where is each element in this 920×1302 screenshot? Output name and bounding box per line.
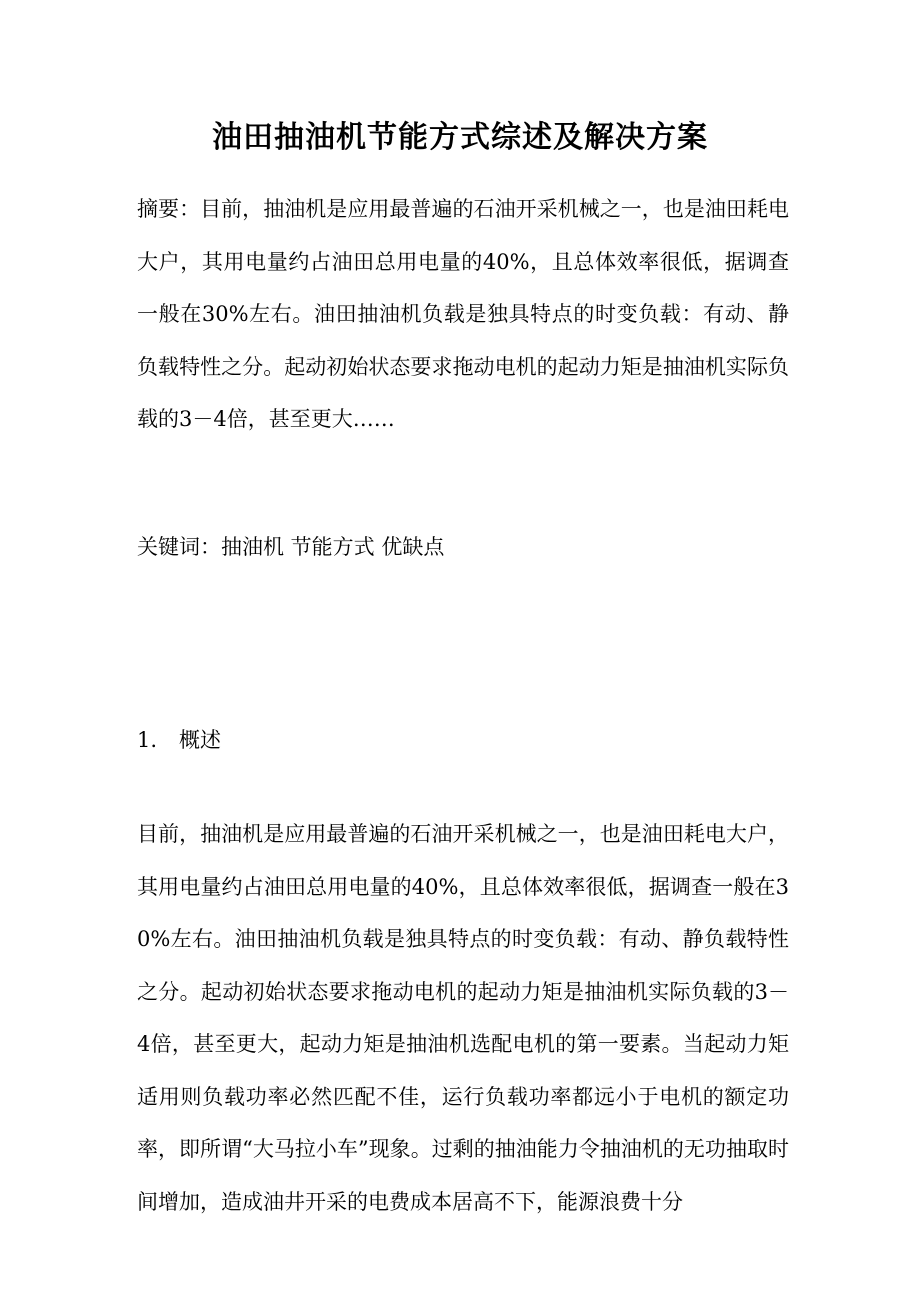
section-heading [137,714,789,767]
keywords-line: 关键词：抽油机 节能方式 优缺点 [137,535,445,559]
section-title: 概述 [179,728,221,752]
section-number: 1. [137,728,158,752]
abstract-paragraph: 摘要：目前，抽油机是应用最普遍的石油开采机械之一，也是油田耗电大户，其用电量约占油田总用电量的40%，且总体效率很低，据调查一般在30%左右。油田抽油机负载是独具特点的时变负载：有动、静负载特性之分。起动初始状态要求拖动电机的起动力矩是抽油机实际负载的3－4倍，甚至更大…… [137,197,789,431]
section-body-paragraph: 目前，抽油机是应用最普遍的石油开采机械之一，也是油田耗电大户，其用电量约占油田总用电量的40%，且总体效率很低，据调查一般在30%左右。油田抽油机负载是独具特点的时变负载：有动、静负载特性之分。起动初始状态要求拖动电机的起动力矩是抽油机实际负载的3－4倍，甚至更大，起动力矩是抽油机选配电机的第一要素。当起动力矩适用则负载功率必然匹配不佳，运行负载功率都远小于电机的额定功率，即所谓“大马拉小车”现象。过剩的抽油能力令抽油机的无功抽取时间增加，造成油井开采的电费成本居高不下，能源浪费十分 [137,822,789,1214]
document-title: 油田抽油机节能方式综述及解决方案 [212,120,708,155]
